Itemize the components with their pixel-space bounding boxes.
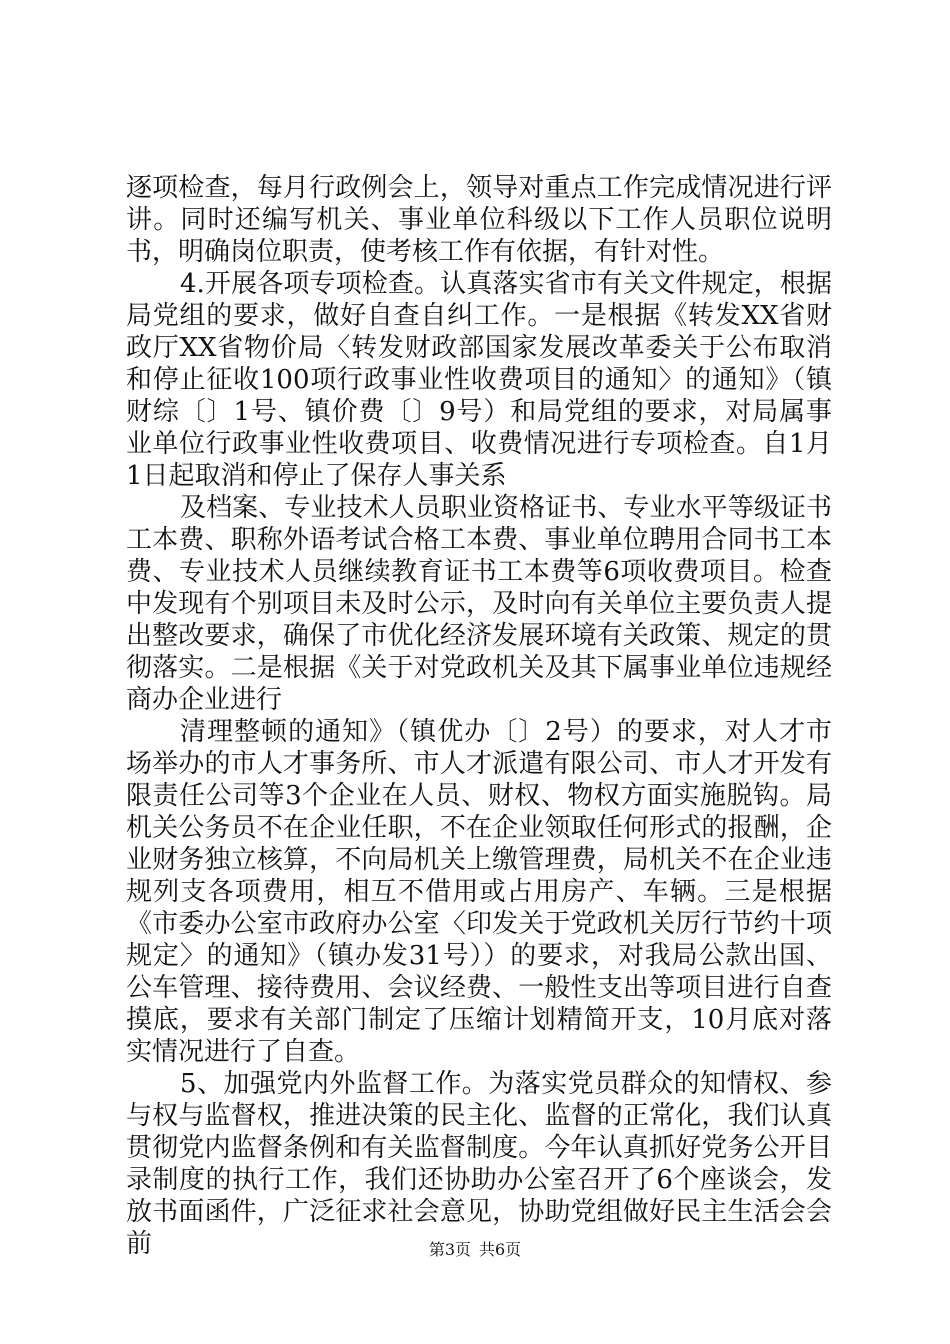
paragraph-1: 逐项检查，每月行政例会上，领导对重点工作完成情况进行评讲。同时还编写机关、事业单位科级以下工作人员职位说明书，明确岗位职责，使考核工作有依据，有针对性。	[126, 173, 832, 267]
paragraph-3: 及档案、专业技术人员职业资格证书、专业水平等级证书工本费、职称外语考试合格工本费、事业单位聘用合同书工本费、专业技术人员继续教育证书工本费等6项收费项目。检查中发现有个别项目未及时公示，及时向有关单位主要负责人提出整改要求，确保了市优化经济发展环境有关政策、规定的贯彻落实。二是根据《关于对党政机关及其下属事业单位违规经商办企业进行	[126, 493, 832, 715]
page-total: 共6页	[479, 1240, 522, 1259]
paragraph-2: 4.开展各项专项检查。认真落实省市有关文件规定，根据局党组的要求，做好自查自纠工作。一是根据《转发XX省财政厅XX省物价局〈转发财政部国家发展改革委关于公布取消和停止征收100项行政事业性收费项目的通知〉的通知》（镇财综〔〕1号、镇价费〔〕9号）和局党组的要求，对局属事业单位行政事业性收费项目、收费情况进行专项检查。自1月1日起取消和停止了保存人事关系	[126, 269, 832, 491]
paragraph-5: 5、加强党内外监督工作。为落实党员群众的知情权、参与权与监督权，推进决策的民主化、监督的正常化，我们认真贯彻党内监督条例和有关监督制度。今年认真抓好党务公开目录制度的执行工作，我们还协助办公室召开了6个座谈会，发放书面函件，广泛征求社会意见，协助党组做好民主生活会会前	[126, 1069, 832, 1259]
page-footer	[0, 1240, 950, 1260]
page-number: 第3页	[428, 1240, 471, 1259]
document-body	[126, 172, 832, 1260]
paragraph-4: 清理整顿的通知》（镇优办〔〕2号）的要求，对人才市场举办的市人才事务所、市人才派遣有限公司、市人才开发有限责任公司等3个企业在人员、财权、物权方面实施脱钩。局机关公务员不在企业任职，不在企业领取任何形式的报酬，企业财务独立核算，不向局机关上缴管理费，局机关不在企业违规列支各项费用，相互不借用或占用房产、车辆。三是根据《市委办公室市政府办公室〈印发关于党政机关厉行节约十项规定〉的通知》（镇办发31号））的要求，对我局公款出国、公车管理、接待费用、会议经费、一般性支出等项目进行自查摸底，要求有关部门制定了压缩计划精简开支，10月底对落实情况进行了自查。	[126, 717, 832, 1067]
